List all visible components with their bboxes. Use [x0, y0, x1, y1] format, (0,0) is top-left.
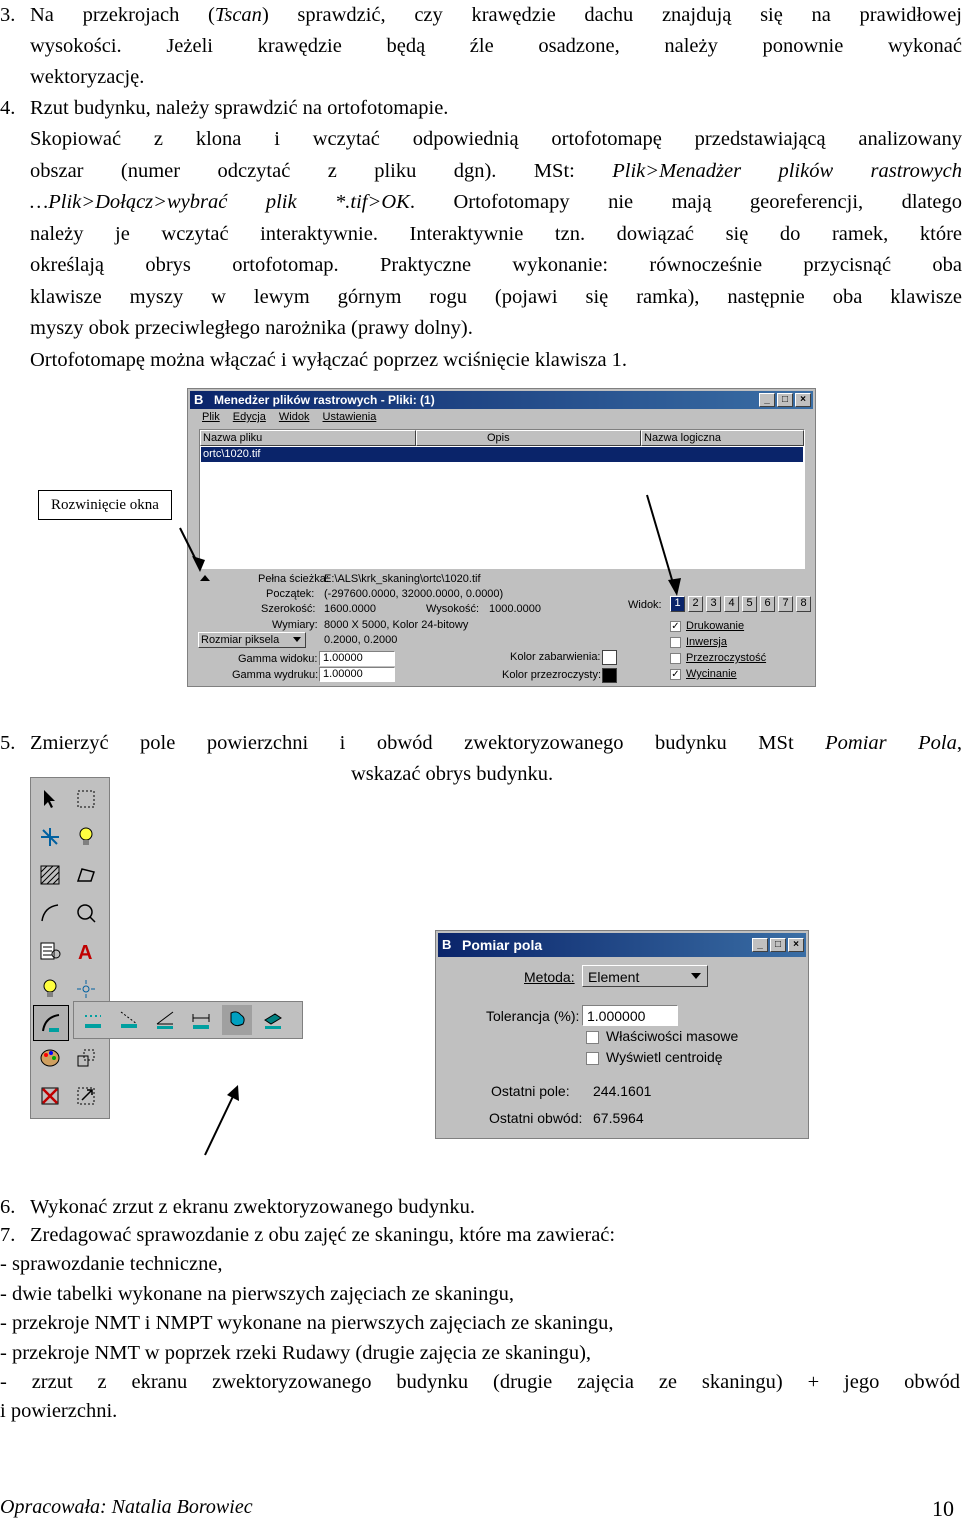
- gamma-wydruku-input[interactable]: 1.00000: [319, 667, 395, 682]
- item4-line5: należy je wczytać interaktywnie. Interaktywnie tzn. dowiązać się do ramek, które: [30, 223, 962, 245]
- column-header-nazwa-logiczna[interactable]: Nazwa logiczna: [641, 430, 804, 446]
- arrow-toolbar: [205, 1090, 236, 1155]
- bullet-6: i powierzchni.: [0, 1400, 118, 1422]
- bullet-3: - przekroje NMT i NMPT wykonane na pierwszych zajęciach ze skaningu,: [0, 1312, 614, 1334]
- collapse-arrow-icon[interactable]: [200, 575, 210, 581]
- item6-text: Wykonać zrzut z ekranu zwektoryzowanego budynku.: [30, 1196, 476, 1218]
- label-wysokosc: Wysokość:: [426, 603, 480, 615]
- hatch-icon[interactable]: [35, 860, 65, 890]
- checkbox-wycinanie[interactable]: ✓: [671, 669, 680, 680]
- item7-text: Zredagować sprawozdanie z obu zajęć ze skaningu, które ma zawierać:: [30, 1224, 616, 1246]
- view-button-7[interactable]: 7: [778, 596, 793, 612]
- item4-number: 4.: [0, 97, 16, 119]
- label-gamma-wydruku: Gamma wydruku:: [232, 669, 319, 681]
- bullet-4: - przekroje NMT w poprzek rzeki Rudawy (drugie zajęcia ze skaningu),: [0, 1342, 592, 1364]
- annotation-box: [38, 490, 172, 520]
- raster-window-title: Menedżer plików rastrowych - Pliki: (1): [214, 393, 435, 407]
- view-button-2[interactable]: 2: [688, 596, 703, 612]
- microstation-logo-icon: B: [194, 392, 204, 407]
- kolor-przezroczysty-swatch[interactable]: [602, 668, 617, 683]
- measure-tool-active-icon[interactable]: [33, 1005, 69, 1041]
- value-ostatni-obwod: 67.5964: [593, 1110, 644, 1126]
- menu-widok[interactable]: Widok: [278, 411, 310, 423]
- column-header-opis[interactable]: Opis: [416, 430, 641, 446]
- value-rozmiar-piksela: 0.2000, 0.2000: [324, 634, 398, 646]
- label-poczatek: Początek:: [266, 588, 315, 600]
- bullet-1: - sprawozdanie techniczne,: [0, 1253, 223, 1275]
- rozmiar-piksela-dropdown[interactable]: Rozmiar piksela: [198, 632, 306, 648]
- label-tolerancja: Tolerancja (%):: [486, 1008, 580, 1024]
- bullet-5: - zrzut z ekranu zwektoryzowanego budynku (drugie zajęcia ze skaningu) + jego obwód: [0, 1371, 960, 1393]
- measure-volume-icon[interactable]: [258, 1005, 288, 1035]
- minimize-icon[interactable]: _: [752, 938, 768, 952]
- item4-line3: obszar (numer odczytać z pliku dgn). MSt: Plik>Menadżer plików rastrowych: [30, 160, 962, 182]
- label-ostatni-pole: Ostatni pole:: [491, 1083, 570, 1099]
- value-pelna-sciezka: E:\ALS\krk_skaning\ortc\1020.tif: [324, 573, 481, 585]
- label-inwersja: Inwersja: [686, 636, 727, 648]
- item5-line1: Zmierzyć pole powierzchni i obwód zwektoryzowanego budynku MSt Pomiar Pola,: [30, 732, 962, 754]
- palette-icon[interactable]: [35, 1043, 65, 1073]
- raster-manager-window: [187, 388, 816, 687]
- value-poczatek: (-297600.0000, 32000.0000, 0.0000): [324, 588, 504, 600]
- arrow-toolbar-head: [227, 1085, 239, 1101]
- measure-area-icon[interactable]: [222, 1005, 252, 1035]
- item4-line1: Rzut budynku, należy sprawdzić na ortofotomapie.: [30, 97, 449, 119]
- svg-text:A: A: [78, 942, 93, 964]
- label-wymiary: Wymiary:: [272, 619, 318, 631]
- item4-line7: klawisze myszy w lewym górnym rogu (pojawi się ramka), następnie oba klawisze: [30, 286, 962, 308]
- checkbox-inwersja[interactable]: [670, 637, 681, 648]
- raster-menubar: [202, 411, 376, 423]
- view-button-8[interactable]: 8: [796, 596, 811, 612]
- label-gamma-widoku: Gamma widoku:: [238, 653, 318, 665]
- item6-number: 6.: [0, 1196, 16, 1218]
- dropdown-arrow-icon: [293, 637, 301, 642]
- label-wlasciwosci-masowe: Właściwości masowe: [606, 1028, 739, 1044]
- dimension-icon[interactable]: [71, 974, 101, 1004]
- view-button-4[interactable]: 4: [724, 596, 739, 612]
- label-wyswietl-centroide: Wyświetl centroidę: [606, 1049, 723, 1065]
- text-icon[interactable]: [71, 936, 101, 966]
- label-ostatni-obwod: Ostatni obwód:: [489, 1110, 583, 1126]
- item3-line1: Na przekrojach (Tscan) sprawdzić, czy krawędzie dachu znajdują się na prawidłowej: [30, 4, 962, 26]
- item3-line2: wysokości. Jeżeli krawędzie będą źle osadzone, należy ponownie wykonać: [30, 35, 962, 57]
- item4-line6: określają obrys ortofotomap. Praktyczne wykonanie: równocześnie przycisnąć oba: [30, 254, 962, 276]
- checkbox-drukowanie[interactable]: ✓: [671, 621, 680, 632]
- menu-edycja[interactable]: Edycja: [232, 411, 266, 423]
- checkbox-przezroczystosc[interactable]: [670, 653, 681, 664]
- kolor-zabarwienia-swatch[interactable]: [602, 650, 617, 665]
- cell-icon[interactable]: [35, 936, 65, 966]
- delete-icon[interactable]: [35, 1081, 65, 1111]
- item7-number: 7.: [0, 1224, 16, 1246]
- checkbox-wyswietl-centroide[interactable]: [586, 1052, 599, 1065]
- column-header-nazwa-pliku[interactable]: Nazwa pliku: [200, 430, 416, 446]
- menu-plik[interactable]: Plik: [202, 411, 220, 423]
- view-button-5[interactable]: 5: [742, 596, 757, 612]
- dropdown-arrow-icon: [691, 973, 701, 979]
- view-button-6[interactable]: 6: [760, 596, 775, 612]
- menu-ustawienia[interactable]: Ustawienia: [322, 411, 377, 423]
- item4-line8: myszy obok przeciwległego narożnika (prawy dolny).: [30, 317, 473, 339]
- value-wysokosc: 1000.0000: [489, 603, 541, 615]
- value-wymiary: 8000 X 5000, Kolor 24-bitowy: [324, 619, 469, 631]
- page-number: 10: [932, 1496, 954, 1521]
- pomiar-pola-window: [435, 930, 809, 1139]
- item4-line2: Skopiować z klona i wczytać odpowiednią ortofotomapę przedstawiającą analizowany: [30, 128, 962, 150]
- measure-distance-icon[interactable]: [78, 1005, 108, 1035]
- label-przezroczystosc: Przezroczystość: [686, 652, 767, 664]
- measure-length-icon[interactable]: [186, 1005, 216, 1035]
- view-button-3[interactable]: 3: [706, 596, 721, 612]
- close-icon[interactable]: ×: [795, 393, 811, 407]
- annotation-text: Rozwinięcie okna: [51, 497, 159, 513]
- element-selection-icon[interactable]: [35, 784, 65, 814]
- value-szerokosc: 1600.0000: [324, 603, 376, 615]
- snap-icon[interactable]: [35, 822, 65, 852]
- shape-icon[interactable]: [71, 860, 101, 890]
- item4-line4: …Plik>Dołącz>wybrać plik *.tif>OK. Ortofotomapy nie mają georeferencji, dlatego: [30, 191, 962, 213]
- copy-move-icon[interactable]: [71, 1043, 101, 1073]
- minimize-icon[interactable]: _: [759, 393, 775, 407]
- checkbox-wlasciwosci-masowe[interactable]: [586, 1031, 599, 1044]
- label-wycinanie: Wycinanie: [686, 668, 737, 680]
- label-szerokosc: Szerokość:: [261, 603, 316, 615]
- label-pelna-sciezka: Pełna ścieżka:: [258, 573, 329, 585]
- tolerancja-input[interactable]: 1.000000: [582, 1005, 678, 1026]
- fence-icon[interactable]: [71, 784, 101, 814]
- footer-author: Opracowała: Natalia Borowiec: [0, 1496, 253, 1518]
- metoda-dropdown[interactable]: Element: [582, 965, 708, 987]
- raster-window-titlebar: [190, 391, 813, 409]
- label-kolor-przezroczysty: Kolor przezroczysty:: [502, 669, 602, 681]
- scale-icon[interactable]: [71, 1081, 101, 1111]
- microstation-logo-icon: B: [442, 937, 452, 952]
- label-kolor-zabarwienia: Kolor zabarwienia:: [510, 651, 601, 663]
- label-drukowanie: Drukowanie: [686, 620, 745, 632]
- arc-icon[interactable]: [35, 898, 65, 928]
- maximize-icon[interactable]: □: [777, 393, 793, 407]
- item4-line9: Ortofotomapę można włączać i wyłączać poprzez wciśnięcie klawisza 1.: [30, 349, 628, 371]
- circle-icon[interactable]: [71, 898, 101, 928]
- gamma-widoku-input[interactable]: 1.00000: [319, 651, 395, 666]
- measure-radius-icon[interactable]: [114, 1005, 144, 1035]
- light-source-icon[interactable]: [35, 974, 65, 1004]
- item3-number: 3.: [0, 4, 16, 26]
- measure-angle-icon[interactable]: [150, 1005, 180, 1035]
- item5-line2: wskazać obrys budynku.: [351, 763, 554, 785]
- pomiar-window-titlebar: [438, 933, 806, 957]
- bullet-2: - dwie tabelki wykonane na pierwszych zajęciach ze skaningu,: [0, 1283, 514, 1305]
- file-list[interactable]: [199, 429, 805, 569]
- item5-number: 5.: [0, 732, 16, 754]
- label-widok: Widok:: [628, 599, 662, 611]
- lightbulb-icon[interactable]: [71, 822, 101, 852]
- measure-flyout: [73, 1001, 303, 1039]
- value-ostatni-pole: 244.1601: [593, 1083, 652, 1099]
- close-icon[interactable]: ×: [788, 938, 804, 952]
- file-row-selected[interactable]: ortc\1020.tif: [201, 447, 803, 462]
- item3-line3: wektoryzację.: [30, 66, 145, 88]
- label-metoda: Metoda:: [524, 969, 575, 985]
- view-button-1[interactable]: 1: [670, 596, 685, 612]
- pomiar-window-title: Pomiar pola: [462, 937, 543, 953]
- measure-toolbar: [30, 777, 110, 1119]
- maximize-icon[interactable]: □: [770, 938, 786, 952]
